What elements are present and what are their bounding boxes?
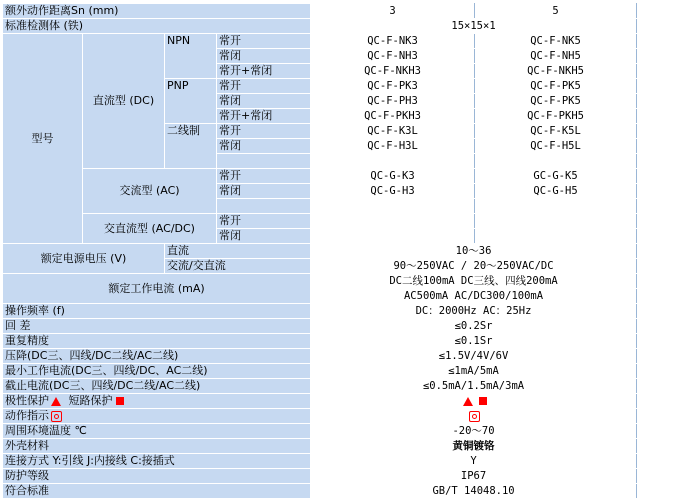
two-no-3: QC-F-K3L bbox=[311, 124, 475, 139]
table-row bbox=[3, 169, 637, 184]
nc-label: 常闭 bbox=[217, 49, 311, 64]
no-label: 常开 bbox=[217, 124, 311, 139]
ac-nc-3: QC-G-H3 bbox=[311, 184, 475, 199]
nc-label: 常闭 bbox=[217, 229, 311, 244]
table-row bbox=[3, 409, 637, 424]
empty-cell bbox=[475, 214, 637, 229]
freq-label: 操作频率 (f) bbox=[3, 304, 311, 319]
current-label: 额定工作电流 (mA) bbox=[3, 274, 311, 304]
spec-table bbox=[2, 3, 637, 499]
acdc-type-label: 交直流型 (AC/DC) bbox=[83, 214, 217, 244]
empty-cell bbox=[311, 154, 475, 169]
two-wire-label: 二线制 bbox=[165, 124, 217, 169]
triangle-mark-icon bbox=[51, 397, 61, 406]
hyst-value: ≤0.2Sr bbox=[311, 319, 637, 334]
target-label: 标准检测体 (铁) bbox=[3, 19, 311, 34]
no-label: 常开 bbox=[217, 214, 311, 229]
table-row bbox=[3, 4, 637, 19]
table-row bbox=[3, 364, 637, 379]
target-value: 15×15×1 bbox=[311, 19, 637, 34]
short-protect-label: 短路保护 bbox=[68, 394, 113, 407]
two-nc-3: QC-F-H3L bbox=[311, 139, 475, 154]
npn-nc-5: QC-F-NH5 bbox=[475, 49, 637, 64]
table-row bbox=[3, 469, 637, 484]
pnp-no-5: QC-F-PK5 bbox=[475, 79, 637, 94]
nc-label: 常闭 bbox=[217, 184, 311, 199]
table-row bbox=[3, 334, 637, 349]
nc-label: 常闭 bbox=[217, 94, 311, 109]
connect-value: Y bbox=[311, 454, 637, 469]
empty-cell bbox=[311, 229, 475, 244]
voltage-ac-label: 交流/交直流 bbox=[165, 259, 311, 274]
npn-nonc-3: QC-F-NKH3 bbox=[311, 64, 475, 79]
current-value-1: DC二线100mA DC三线、四线200mA bbox=[311, 274, 637, 289]
table-row bbox=[3, 394, 637, 409]
npn-nonc-5: QC-F-NKH5 bbox=[475, 64, 637, 79]
mincur-value: ≤1mA/5mA bbox=[311, 364, 637, 379]
no-label: 常开 bbox=[217, 79, 311, 94]
pnp-nonc-5: QC-F-PKH5 bbox=[475, 109, 637, 124]
indicator-value bbox=[311, 409, 637, 424]
model-label: 型号 bbox=[3, 34, 83, 244]
table-row bbox=[3, 319, 637, 334]
repeat-label: 重复精度 bbox=[3, 334, 311, 349]
indicator-label bbox=[3, 409, 311, 424]
triangle-mark-icon bbox=[463, 397, 473, 406]
dc-type-label: 直流型 (DC) bbox=[83, 34, 165, 169]
connect-label: 连接方式 Y:引线 J:内接线 C:接插式 bbox=[3, 454, 311, 469]
nc-label: 常闭 bbox=[217, 139, 311, 154]
empty-cell bbox=[475, 154, 637, 169]
pnp-nonc-3: QC-F-PKH3 bbox=[311, 109, 475, 124]
temp-value: -20～70 bbox=[311, 424, 637, 439]
npn-nc-3: QC-F-NH3 bbox=[311, 49, 475, 64]
indicator-label-text: 动作指示 bbox=[5, 409, 49, 422]
no-label: 常开 bbox=[217, 34, 311, 49]
leak-value: ≤0.5mA/1.5mA/3mA bbox=[311, 379, 637, 394]
pnp-no-3: QC-F-PK3 bbox=[311, 79, 475, 94]
empty-cell bbox=[217, 154, 311, 169]
indicator-mark-icon bbox=[469, 411, 480, 422]
distance-value-5: 5 bbox=[475, 4, 637, 19]
table-row bbox=[3, 274, 637, 289]
voltage-dc-label: 直流 bbox=[165, 244, 311, 259]
ip-value: IP67 bbox=[311, 469, 637, 484]
leak-label: 截止电流(DC三、四线/DC二线/AC二线) bbox=[3, 379, 311, 394]
table-row bbox=[3, 214, 637, 229]
ac-no-3: QC-G-K3 bbox=[311, 169, 475, 184]
ac-type-label: 交流型 (AC) bbox=[83, 169, 217, 214]
square-mark-icon bbox=[479, 397, 487, 405]
table-row bbox=[3, 34, 637, 49]
npn-no-5: QC-F-NK5 bbox=[475, 34, 637, 49]
nonc-label: 常开+常闭 bbox=[217, 64, 311, 79]
material-value: 黄铜镀铬 bbox=[311, 439, 637, 454]
table-row bbox=[3, 454, 637, 469]
table-row bbox=[3, 349, 637, 364]
two-nc-5: QC-F-H5L bbox=[475, 139, 637, 154]
empty-cell bbox=[311, 199, 475, 214]
distance-label: 额外动作距离Sn (mm) bbox=[3, 4, 311, 19]
pnp-nc-3: QC-F-PH3 bbox=[311, 94, 475, 109]
vdrop-value: ≤1.5V/4V/6V bbox=[311, 349, 637, 364]
empty-cell bbox=[311, 214, 475, 229]
indicator-mark-icon bbox=[51, 411, 62, 422]
square-mark-icon bbox=[116, 397, 124, 405]
repeat-value: ≤0.1Sr bbox=[311, 334, 637, 349]
table-row bbox=[3, 424, 637, 439]
protect-value bbox=[311, 394, 637, 409]
two-no-5: QC-F-K5L bbox=[475, 124, 637, 139]
ac-no-5: GC-G-K5 bbox=[475, 169, 637, 184]
voltage-dc-value: 10～36 bbox=[311, 244, 637, 259]
empty-cell bbox=[475, 199, 637, 214]
ac-nc-5: QC-G-H5 bbox=[475, 184, 637, 199]
distance-value-3: 3 bbox=[311, 4, 475, 19]
table-row bbox=[3, 19, 637, 34]
npn-no-3: QC-F-NK3 bbox=[311, 34, 475, 49]
nonc-label: 常开+常闭 bbox=[217, 109, 311, 124]
table-row bbox=[3, 379, 637, 394]
polarity-protect-label: 极性保护 bbox=[5, 394, 49, 407]
pnp-nc-5: QC-F-PK5 bbox=[475, 94, 637, 109]
std-label: 符合标准 bbox=[3, 484, 311, 499]
std-value: GB/T 14048.10 bbox=[311, 484, 637, 499]
protect-label bbox=[3, 394, 311, 409]
table-row bbox=[3, 439, 637, 454]
vdrop-label: 压降(DC三、四线/DC二线/AC二线) bbox=[3, 349, 311, 364]
material-label: 外壳材料 bbox=[3, 439, 311, 454]
empty-cell bbox=[217, 199, 311, 214]
table-row bbox=[3, 484, 637, 499]
npn-label: NPN bbox=[165, 34, 217, 79]
hyst-label: 回 差 bbox=[3, 319, 311, 334]
table-row bbox=[3, 304, 637, 319]
voltage-label: 额定电源电压 (V) bbox=[3, 244, 165, 274]
current-value-2: AC500mA AC/DC300/100mA bbox=[311, 289, 637, 304]
mincur-label: 最小工作电流(DC三、四线/DC、AC二线) bbox=[3, 364, 311, 379]
ip-label: 防护等级 bbox=[3, 469, 311, 484]
empty-cell bbox=[475, 229, 637, 244]
voltage-ac-value: 90～250VAC / 20～250VAC/DC bbox=[311, 259, 637, 274]
freq-value: DC：2000Hz AC：25Hz bbox=[311, 304, 637, 319]
no-label: 常开 bbox=[217, 169, 311, 184]
pnp-label: PNP bbox=[165, 79, 217, 124]
temp-label: 周围环境温度 ℃ bbox=[3, 424, 311, 439]
table-row bbox=[3, 244, 637, 259]
